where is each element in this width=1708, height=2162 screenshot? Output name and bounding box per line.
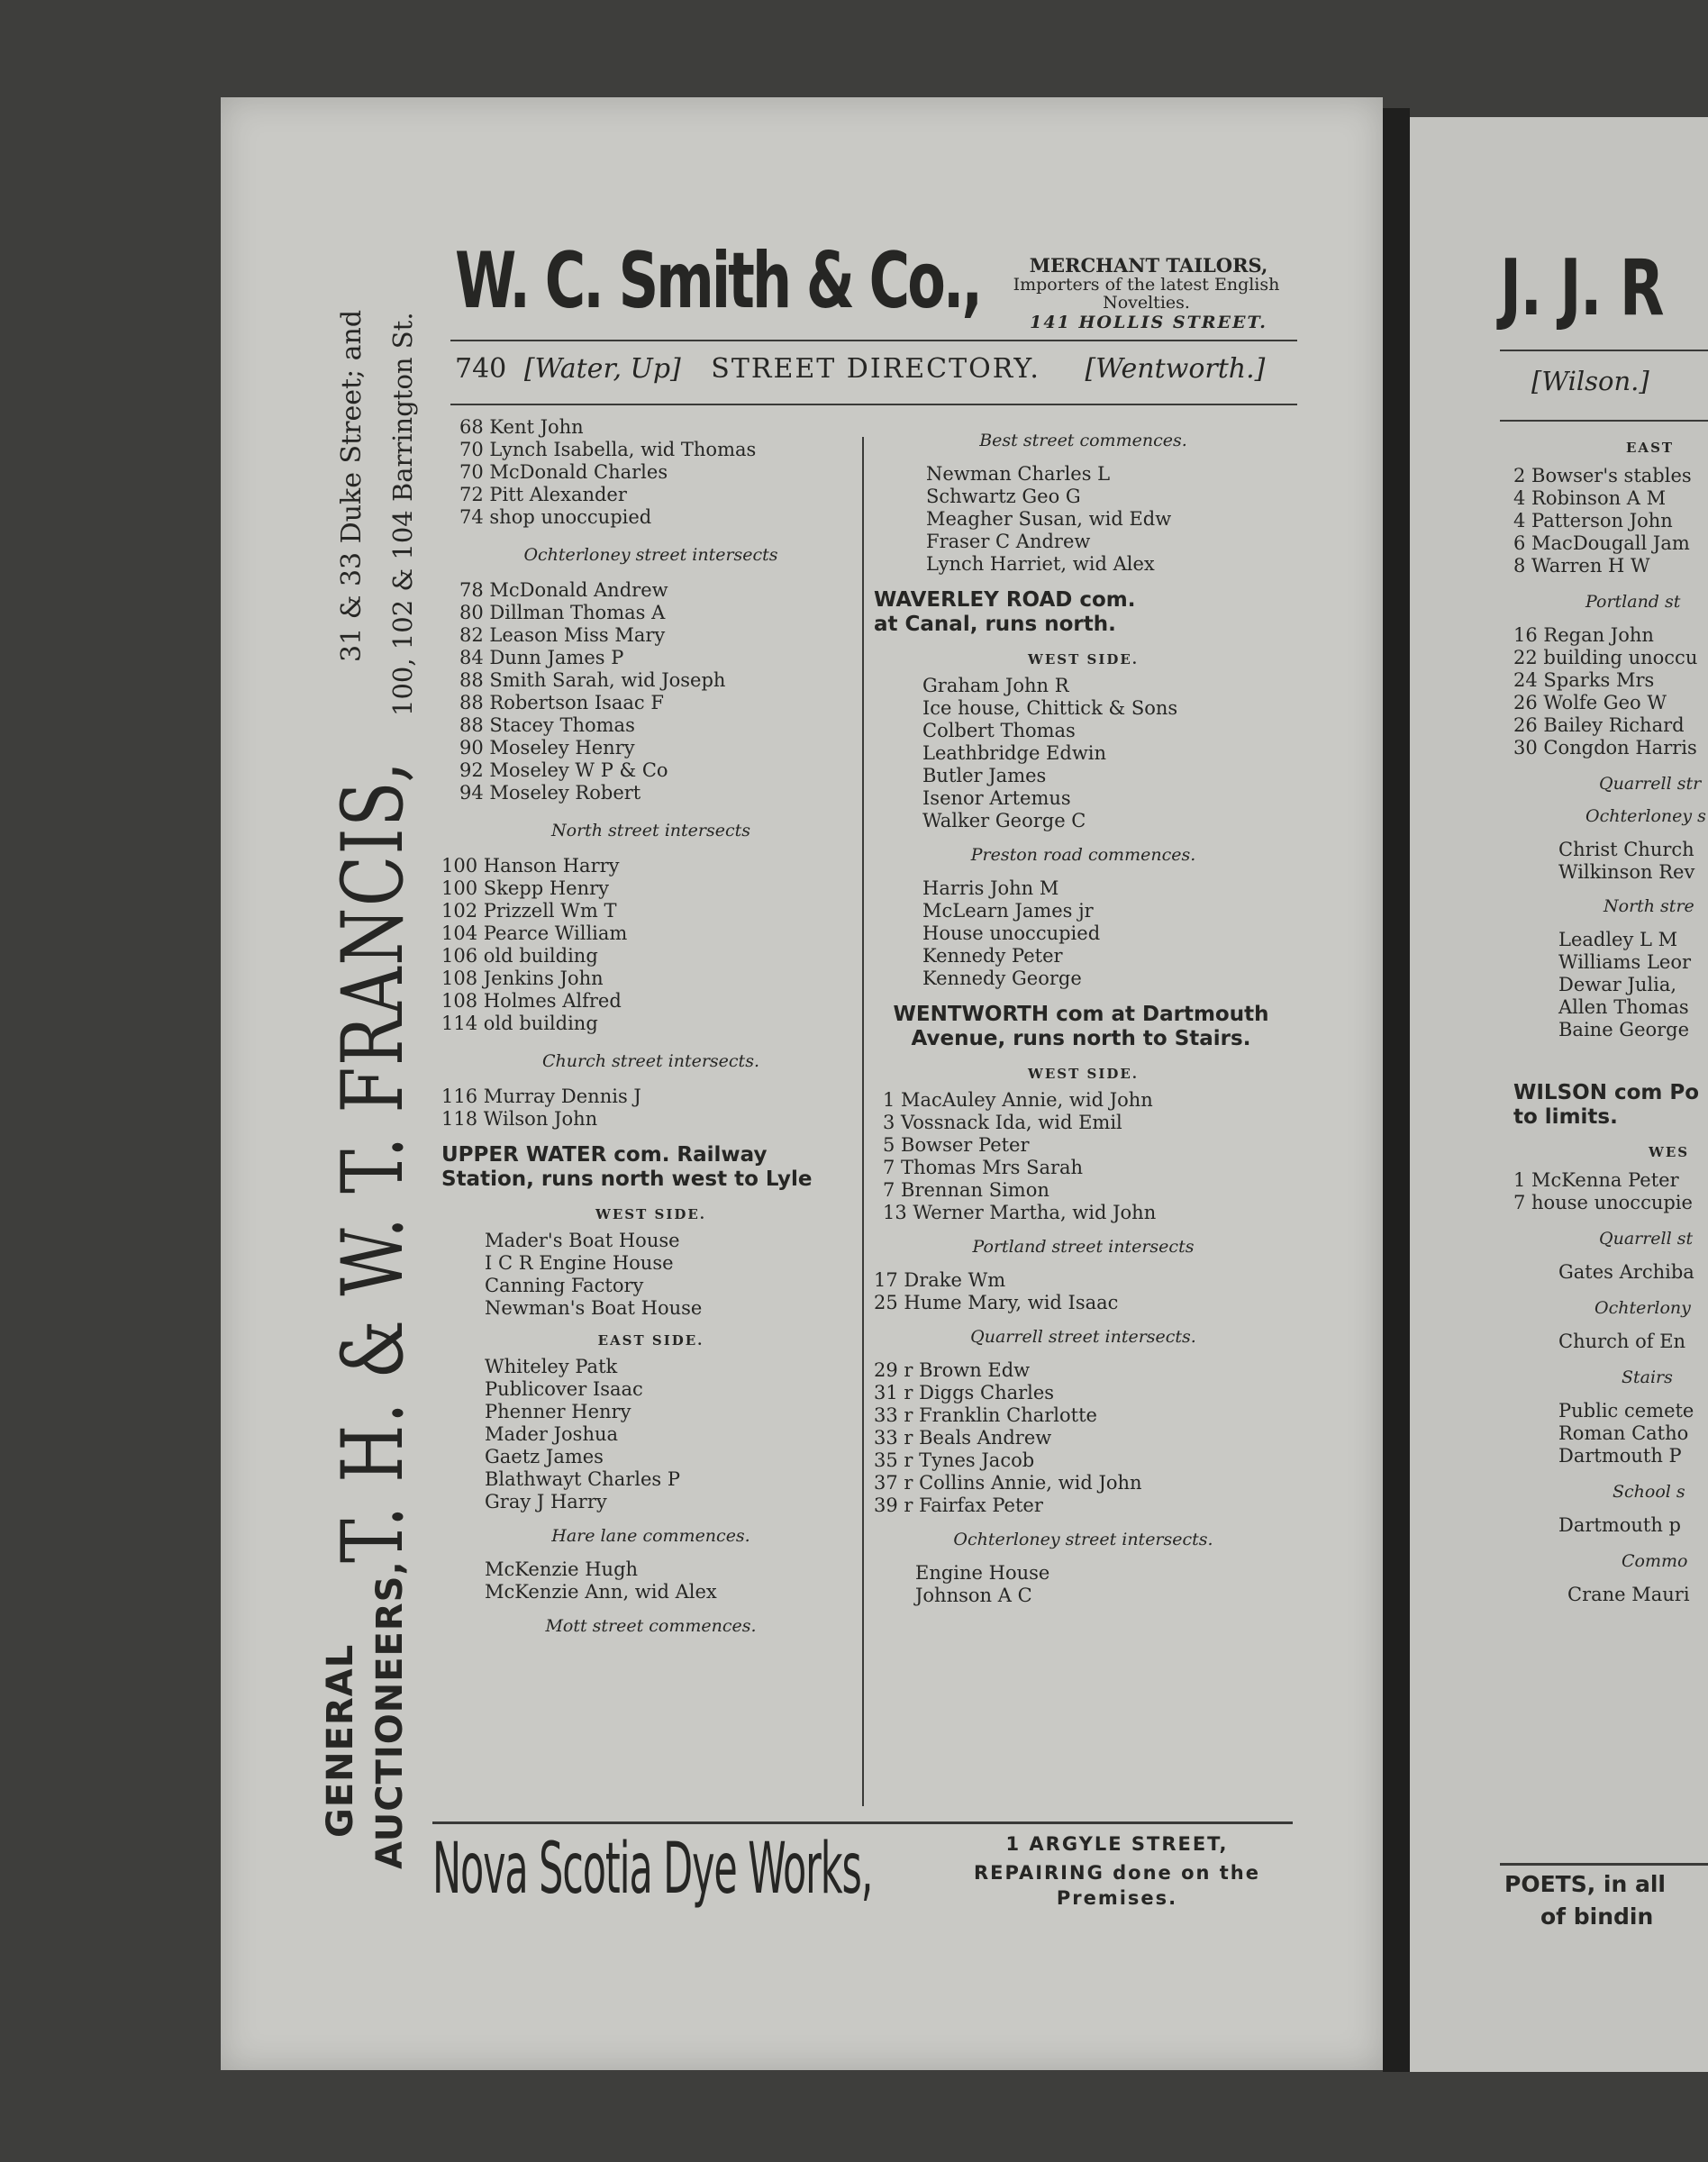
list-item: 22 building unoccu: [1513, 647, 1698, 668]
list-item: 3 Vossnack Ida, wid Emil: [883, 1112, 1122, 1133]
list-item: House unoccupied: [922, 922, 1101, 944]
list-item: 74 shop unoccupied: [459, 506, 652, 528]
list-item: 33 r Franklin Charlotte: [874, 1404, 1097, 1426]
entry-group: [874, 1089, 1293, 1224]
list-item: 37 r Collins Annie, wid John: [874, 1472, 1142, 1494]
list-item: Phenner Henry: [485, 1401, 631, 1422]
list-item: Butler James: [922, 765, 1047, 786]
next-page-column: [1513, 440, 1708, 1606]
list-item: 7 Thomas Mrs Sarah: [883, 1157, 1084, 1178]
section-note: School s: [1613, 1482, 1685, 1502]
next-page-rule: [1500, 350, 1708, 351]
list-item: 72 Pitt Alexander: [459, 484, 627, 505]
list-item: Gaetz James: [485, 1446, 604, 1467]
list-item: 100 Hanson Harry: [441, 855, 620, 877]
section-note: Preston road commences.: [970, 845, 1196, 865]
list-item: 78 McDonald Andrew: [459, 579, 668, 601]
list-item: 106 old building: [441, 945, 598, 967]
column-left: [441, 416, 860, 1636]
next-page-footer-line: POETS, in all: [1504, 1871, 1666, 1897]
street-heading: WENTWORTH com at Dartmouth Avenue, runs north to Stairs.: [893, 1003, 1269, 1050]
list-item: Meagher Susan, wid Edw: [926, 508, 1172, 530]
list-item: 100 Skepp Henry: [441, 877, 610, 899]
footer-line: Premises.: [1056, 1887, 1178, 1909]
list-item: 116 Murray Dennis J: [441, 1086, 641, 1107]
footer-brand: Nova Scotia Dye Works,: [432, 1829, 873, 1910]
page-gutter: [1383, 108, 1410, 2072]
list-item: Church of En: [1558, 1331, 1686, 1352]
section-note: Ochterloney s: [1585, 806, 1706, 826]
list-item: McKenzie Ann, wid Alex: [485, 1581, 717, 1603]
side-label: WEST SIDE.: [1027, 651, 1139, 668]
list-item: Newman Charles L: [926, 463, 1111, 485]
list-item: 108 Holmes Alfred: [441, 990, 622, 1012]
list-item: Crane Mauri: [1567, 1584, 1690, 1605]
list-item: 13 Werner Martha, wid John: [883, 1202, 1157, 1223]
header-brand: W. C. Smith & Co.,: [455, 236, 981, 326]
list-item: Graham John R: [922, 675, 1069, 696]
header-tagline-3: Novelties.: [1103, 293, 1190, 313]
entry-group: [441, 855, 860, 1035]
entry-group: [874, 1269, 1293, 1314]
list-item: McLearn James jr: [922, 900, 1094, 922]
section-note: Quarrell str: [1599, 774, 1702, 794]
entry-group: [441, 1086, 860, 1131]
column-divider: [862, 437, 864, 1806]
next-page-footer-rule: [1500, 1863, 1708, 1866]
side-ad-general: GENERAL: [320, 1643, 361, 1838]
list-item: Blathwayt Charles P: [485, 1468, 680, 1490]
running-head-left-key: [Water, Up]: [523, 353, 681, 385]
next-page-footer: [1504, 1868, 1666, 1933]
side-ad-auctioneers: AUCTIONEERS,: [369, 1560, 411, 1869]
list-item: 24 Sparks Mrs: [1513, 669, 1655, 691]
list-item: 33 r Beals Andrew: [874, 1427, 1052, 1449]
section-note: Ochterloney street intersects: [523, 545, 778, 565]
section-note: Portland st: [1585, 592, 1681, 612]
side-label: WES: [1649, 1144, 1690, 1160]
side-ad-address-2: 100, 102 & 104 Barrington St.: [387, 312, 418, 716]
list-item: Baine George: [1558, 1019, 1690, 1040]
list-item: Christ Church: [1558, 839, 1694, 860]
header-tagline: MERCHANT TAILORS,: [1029, 254, 1268, 277]
list-item: Colbert Thomas: [922, 720, 1076, 741]
list-item: Roman Catho: [1558, 1422, 1689, 1444]
list-item: 70 Lynch Isabella, wid Thomas: [459, 439, 757, 460]
next-page-brand: J. J. R: [1500, 243, 1664, 333]
list-item: Canning Factory: [485, 1275, 644, 1296]
section-note: Ochterlony: [1594, 1298, 1691, 1318]
entry-group: [441, 416, 860, 529]
list-item: 26 Bailey Richard: [1513, 714, 1685, 736]
entry-group: [874, 877, 1293, 990]
list-item: 7 Brennan Simon: [883, 1179, 1049, 1201]
next-page: [1410, 117, 1708, 2072]
list-item: 88 Smith Sarah, wid Joseph: [459, 669, 726, 691]
list-item: Isenor Artemus: [922, 787, 1071, 809]
list-item: Leathbridge Edwin: [922, 742, 1107, 764]
page-number: 740: [455, 353, 507, 385]
list-item: Whiteley Patk: [485, 1356, 618, 1377]
list-item: Fraser C Andrew: [926, 531, 1091, 552]
entry-group: [441, 1356, 860, 1513]
entry-group: [874, 463, 1293, 576]
entry-group: [874, 1359, 1293, 1517]
next-page-rule-2: [1500, 420, 1708, 422]
footer-rule: [432, 1821, 1293, 1824]
header-address: 141 HOLLIS STREET.: [1030, 313, 1267, 332]
side-label: EAST: [1626, 440, 1675, 456]
side-label: WEST SIDE.: [595, 1206, 706, 1222]
list-item: Gray J Harry: [485, 1491, 607, 1512]
street-heading: WAVERLEY ROAD com. at Canal, runs north.: [874, 588, 1136, 636]
list-item: 7 house unoccupie: [1513, 1192, 1693, 1213]
list-item: Dartmouth p: [1558, 1514, 1681, 1536]
list-item: 88 Robertson Isaac F: [459, 692, 664, 713]
list-item: Dartmouth P: [1558, 1445, 1682, 1467]
list-item: 108 Jenkins John: [441, 967, 604, 989]
list-item: 2 Bowser's stables: [1513, 465, 1692, 486]
list-item: 1 MacAuley Annie, wid John: [883, 1089, 1153, 1111]
list-item: 84 Dunn James P: [459, 647, 624, 668]
list-item: 29 r Brown Edw: [874, 1359, 1031, 1381]
street-heading: UPPER WATER com. Railway Station, runs north west to Lyle: [441, 1143, 813, 1191]
entry-group: [441, 1230, 860, 1320]
next-page-running-head: [Wilson.]: [1531, 366, 1649, 396]
running-head-right-key: [Wentworth.]: [1085, 353, 1266, 385]
entry-group: [874, 675, 1293, 832]
list-item: Mader's Boat House: [485, 1230, 680, 1251]
section-note: Best street commences.: [979, 431, 1187, 450]
list-item: 88 Stacey Thomas: [459, 714, 635, 736]
street-heading: WILSON com Po to limits.: [1513, 1081, 1700, 1129]
list-item: 104 Pearce William: [441, 922, 628, 944]
entry-group: [441, 1558, 860, 1603]
side-label: WEST SIDE.: [1027, 1066, 1139, 1082]
list-item: 90 Moseley Henry: [459, 737, 635, 759]
list-item: 8 Warren H W: [1513, 555, 1650, 577]
list-item: I C R Engine House: [485, 1252, 674, 1274]
list-item: 70 McDonald Charles: [459, 461, 668, 483]
list-item: Walker George C: [922, 810, 1086, 831]
entry-group: [874, 1562, 1293, 1607]
list-item: 94 Moseley Robert: [459, 782, 641, 804]
list-item: McKenzie Hugh: [485, 1558, 639, 1580]
list-item: Lynch Harriet, wid Alex: [926, 553, 1155, 575]
list-item: 26 Wolfe Geo W: [1513, 692, 1667, 713]
list-item: 114 old building: [441, 1013, 598, 1034]
list-item: 39 r Fairfax Peter: [874, 1494, 1043, 1516]
section-note: Church street intersects.: [542, 1051, 759, 1071]
column-right: [874, 431, 1293, 1607]
running-head: [455, 353, 1293, 385]
section-note: North stre: [1604, 896, 1694, 916]
section-note: Ochterloney street intersects.: [953, 1530, 1213, 1549]
section-note: Commo: [1622, 1551, 1688, 1571]
list-item: 35 r Tynes Jacob: [874, 1449, 1035, 1471]
list-item: 118 Wilson John: [441, 1108, 598, 1130]
list-item: 1 McKenna Peter: [1513, 1169, 1679, 1191]
list-item: Allen Thomas: [1558, 996, 1689, 1018]
list-item: Dewar Julia,: [1558, 974, 1677, 995]
header-tagline-2: Importers of the latest English: [1013, 275, 1280, 295]
list-item: Williams Leor: [1558, 951, 1692, 973]
list-item: Public cemete: [1558, 1400, 1694, 1422]
footer-line: REPAIRING done on the: [973, 1862, 1261, 1884]
side-ad-address-1: 31 & 33 Duke Street; and: [336, 309, 368, 662]
running-head-rule: [450, 404, 1297, 405]
list-item: 80 Dillman Thomas A: [459, 602, 666, 623]
list-item: 5 Bowser Peter: [883, 1134, 1030, 1156]
list-item: 4 Patterson John: [1513, 510, 1673, 531]
list-item: Schwartz Geo G: [926, 486, 1081, 507]
list-item: 92 Moseley W P & Co: [459, 759, 668, 781]
section-note: Quarrell st: [1599, 1229, 1694, 1249]
list-item: 6 MacDougall Jam: [1513, 532, 1690, 554]
list-item: Kennedy Peter: [922, 945, 1063, 967]
section-note: Hare lane commences.: [551, 1526, 750, 1546]
list-item: 68 Kent John: [459, 416, 584, 438]
list-item: Gates Archiba: [1558, 1261, 1694, 1283]
list-item: 25 Hume Mary, wid Isaac: [874, 1292, 1119, 1313]
list-item: Johnson A C: [915, 1585, 1032, 1606]
list-item: Leadley L M: [1558, 929, 1678, 950]
header-rule: [450, 340, 1297, 341]
list-item: Mader Joshua: [485, 1423, 619, 1445]
side-label: EAST SIDE.: [597, 1332, 704, 1349]
list-item: Kennedy George: [922, 967, 1082, 989]
list-item: 102 Prizzell Wm T: [441, 900, 617, 922]
section-note: Quarrell street intersects.: [970, 1327, 1196, 1347]
list-item: 16 Regan John: [1513, 624, 1654, 646]
list-item: Publicover Isaac: [485, 1378, 643, 1400]
list-item: 82 Leason Miss Mary: [459, 624, 666, 646]
list-item: Wilkinson Rev: [1558, 861, 1695, 883]
side-ad-name: T. H. & W. T. FRANCIS,: [324, 759, 422, 1563]
running-head-title: STREET DIRECTORY.: [711, 353, 1040, 385]
section-note: Stairs: [1622, 1367, 1673, 1387]
section-note: Mott street commences.: [545, 1616, 757, 1636]
list-item: 30 Congdon Harris: [1513, 737, 1697, 759]
footer-line: 1 ARGYLE STREET,: [1005, 1833, 1229, 1855]
list-item: Engine House: [915, 1562, 1050, 1584]
section-note: Portland street intersects: [972, 1237, 1195, 1257]
list-item: 31 r Diggs Charles: [874, 1382, 1055, 1403]
list-item: Ice house, Chittick & Sons: [922, 697, 1178, 719]
section-note: North street intersects: [551, 821, 750, 840]
list-item: Newman's Boat House: [485, 1297, 703, 1319]
entry-group: [441, 579, 860, 804]
list-item: Harris John M: [922, 877, 1059, 899]
list-item: 4 Robinson A M: [1513, 487, 1667, 509]
list-item: 17 Drake Wm: [874, 1269, 1006, 1291]
next-page-footer-line: of bindin: [1540, 1903, 1654, 1930]
